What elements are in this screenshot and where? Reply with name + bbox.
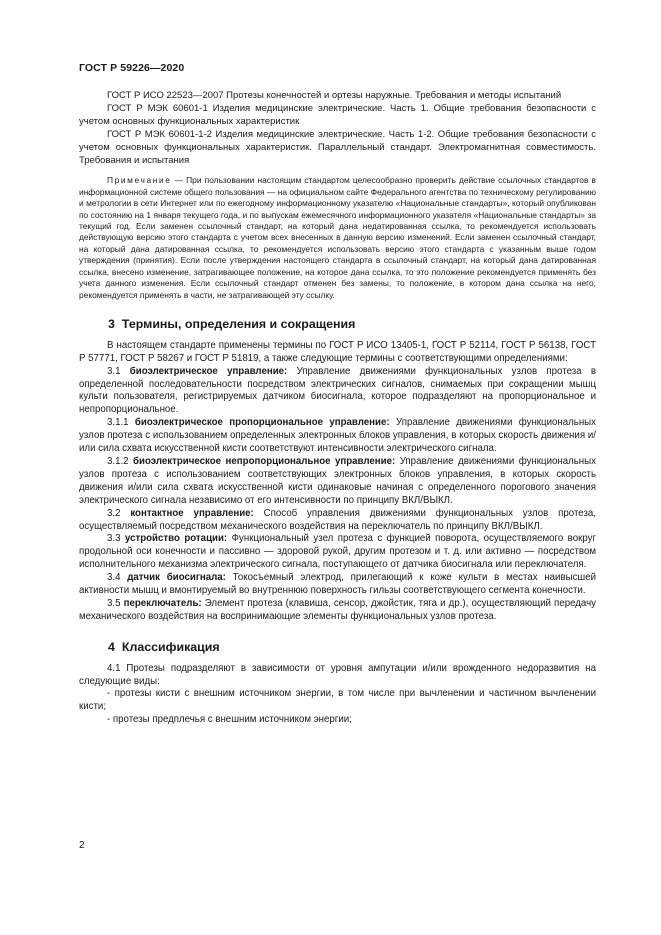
term-name: контактное управление: <box>130 507 254 519</box>
term-definition: Управление движениями функциональных узлов протеза с использованием соответствующих электронных блоков управления, в которых скорость движения и/или сила схвата искусственной кисти одинаковые начиная с определенного порогового значения электрического сигнала независимо от его интенсивности по принципу ВКЛ/ВЫКЛ. <box>79 455 596 506</box>
section-number: 3 <box>108 316 115 331</box>
reference-note <box>79 175 596 300</box>
term-3-3 <box>79 533 596 572</box>
section-title-text: Термины, определения и сокращения <box>121 316 356 331</box>
reference-item: ГОСТ Р МЭК 60601-1 Изделия медицинские электрические. Часть 1. Общие требования безопасности с учетом основных функциональных характеристик <box>79 102 596 127</box>
term-3-5 <box>79 598 596 624</box>
list-item: - протезы кисти с внешним источником энергии, в том числе при вычленении и частичном вычленении кисти; <box>79 688 596 713</box>
page-content <box>79 90 596 727</box>
term-name: биоэлектрическое управление: <box>129 365 288 377</box>
term-number: 3.3 <box>107 533 121 545</box>
term-definition: Управление движениями функциональных узлов протеза в определенной последовательности посредством электрических сигналов, снимаемых при сокращении мышц культи пользователя, регистрируемых датчиком биосигнала, которое подразделяют на пропорциональное и непропорциональное. <box>79 365 596 416</box>
note-text: — При пользовании настоящим стандартом целесообразно проверить действие ссылочных стандартов в информационной системе общего пользования — на официальном сайте Федерального агентства по техническому регулированию и метрологии в сети Интернет или по ежегодному информационному указателю «Национальные стандарты», который опубликован по состоянию на 1 января текущего года, и по выпускам ежемесячного информационного указателя «Национальные стандарты» за текущий год. Если заменен ссылочный стандарт, на который дана недатированная ссылка, то рекомендуется использовать действующую версию этого стандарта с учетом всех внесенных в данную версию изменений. Если заменен ссылочный стандарт, на который дана датированная ссылка, то рекомендуется использовать версию этого стандарта с указанным выше годом утверждения (принятия). Если после утверждения настоящего стандарта в ссылочный стандарт, на который дана датированная ссылка, внесено изменение, затрагивающее положение, на которое дана ссылка, то это положение рекомендуется применять без учета данного изменения. Если ссылочный стандарт отменен без замены, то положение, в котором дана ссылка на него, рекомендуется применять в части, не затрагивающей эту ссылку. <box>79 175 597 300</box>
term-definition: Токосъемный электрод, прилегающий к коже культи в местах наивысшей активности мышц и вмонтируемый во внутреннюю поверхность гильзы соответствующего сегмента конечности. <box>79 572 596 597</box>
term-3-2 <box>79 508 596 534</box>
term-number: 3.1 <box>107 365 121 377</box>
doc-code-header: ГОСТ Р 59226—2020 <box>79 62 185 74</box>
term-name: биоэлектрическое пропорциональное управление: <box>134 417 390 429</box>
section-4-title <box>79 641 596 654</box>
term-name: биоэлектрическое непропорциональное управление: <box>133 455 396 467</box>
term-number: 3.1.2 <box>107 455 129 467</box>
list-item: - протезы предплечья с внешним источником энергии; <box>107 714 352 726</box>
normative-references <box>79 90 596 167</box>
term-definition: Функциональный узел протеза с функцией поворота, осуществляемого вокруг продольной оси конечности и пассивно — здоровой рукой, другим протезом и т. д. или активно — посредством исполнительного механизма электрического сигнала, поступающего от датчика биосигнала или переключателя. <box>79 533 596 571</box>
term-3-1-1 <box>79 417 596 456</box>
term-3-4 <box>79 572 596 598</box>
section-title-text: Классификация <box>121 639 220 654</box>
term-number: 3.2 <box>107 507 121 519</box>
term-number: 3.1.1 <box>107 417 129 429</box>
section-3-title <box>79 318 596 331</box>
section-number: 4 <box>108 639 115 654</box>
section-4-intro: 4.1 Протезы подразделяют в зависимости от уровня ампутации и/или врожденного недоразвития на следующие виды: <box>79 662 596 687</box>
reference-item: ГОСТ Р МЭК 60601-1-2 Изделия медицинские электрические. Часть 1-2. Общие требования безопасности с учетом основных функциональных характеристик. Параллельный стандарт. Электромагнитная совместимость. Требования и испытания <box>79 128 596 166</box>
term-definition: Управление движениями функциональных узлов протеза с использованием определенных электронных блоков управления, в которых скорость движения и/или сила схвата искусственной кисти соответствуют интенсивности электрического сигнала. <box>79 417 596 455</box>
reference-item: ГОСТ Р ИСО 22523—2007 Протезы конечностей и ортезы наружные. Требования и методы испытаний <box>107 90 562 101</box>
term-name: датчик биосигнала: <box>127 572 226 584</box>
term-number: 3.5 <box>107 597 121 609</box>
section-3-intro: В настоящем стандарте применены термины по ГОСТ Р ИСО 13405-1, ГОСТ Р 52114, ГОСТ Р 56138, ГОСТ Р 57771, ГОСТ Р 58267 и ГОСТ Р 51819, а также следующие термины с соответствующими определениями: <box>79 339 596 364</box>
page-number: 2 <box>79 840 85 851</box>
term-3-1-2 <box>79 456 596 508</box>
term-name: переключатель: <box>123 597 202 609</box>
term-number: 3.4 <box>107 572 121 584</box>
note-label: Примечание <box>107 175 172 186</box>
term-3-1 <box>79 366 596 418</box>
term-name: устройство ротации: <box>124 533 228 545</box>
term-definition: Элемент протеза (клавиша, сенсор, джойстик, тяга и др.), осуществляющий передачу механического воздействия на воспринимающие элементы функциональных узлов протеза. <box>79 597 596 622</box>
term-definition: Способ управления движениями функциональных узлов протеза, осуществляемый посредством механического воздействия на переключатель по принципу ВКЛ/ВЫКЛ. <box>79 507 596 532</box>
